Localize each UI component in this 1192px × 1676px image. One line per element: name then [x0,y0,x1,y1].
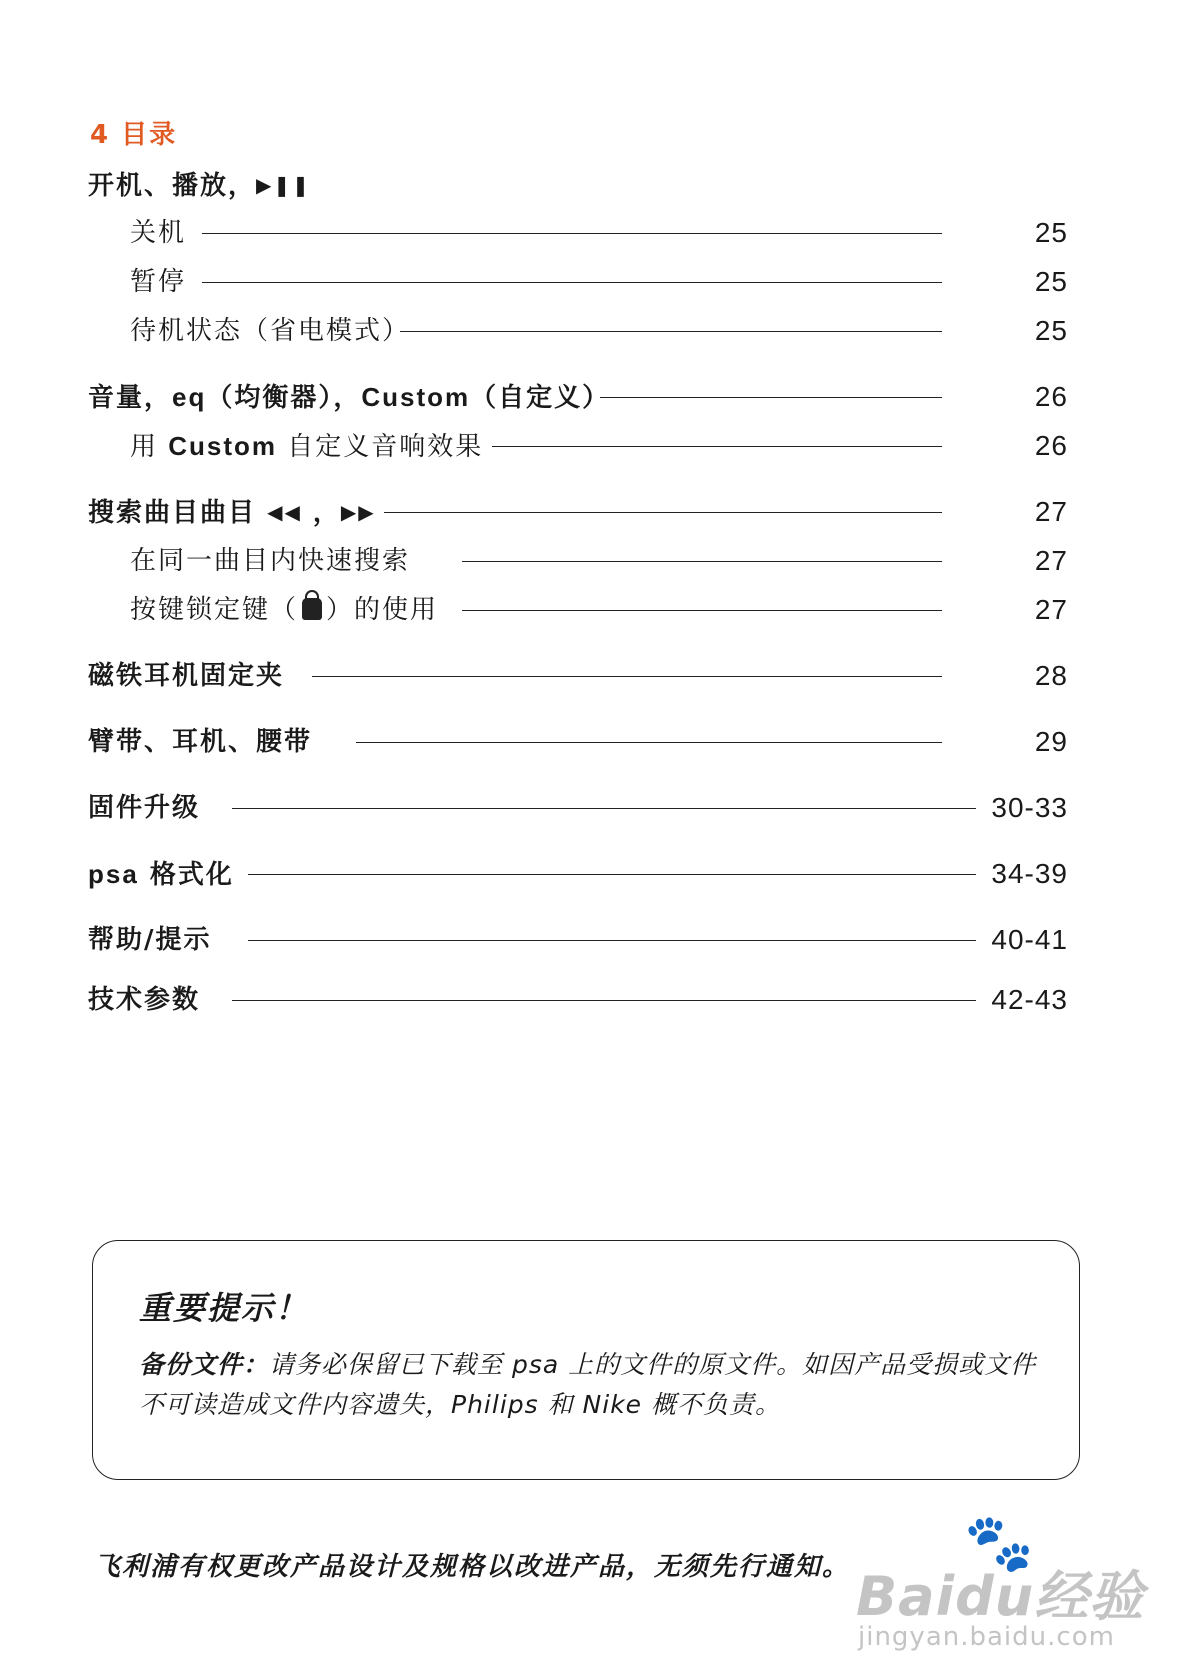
toc-leader-line [312,676,942,677]
toc-label: 音量，eq（均衡器），Custom（自定义） [88,382,611,413]
toc-leader-line [232,808,976,809]
toc-leader-line [384,512,942,513]
toc-page-number: 26 [1034,381,1068,412]
toc-leader-line [462,561,942,562]
toc-entry-standby[interactable] [0,311,1192,351]
rewind-icon: ◀◀ [267,500,302,524]
toc-leader-line [232,1000,976,1001]
toc-label: 待机状态（省电模式） [130,316,411,346]
toc-leader-line [202,233,942,234]
toc-page-number: 34-39 [991,858,1068,889]
baidu-watermark [856,1510,1176,1660]
toc-label: 技术参数 [88,985,201,1015]
toc-section-firmware[interactable] [0,788,1192,828]
footer-disclaimer: 飞利浦有权更改产品设计及规格以改进产品，无须先行通知。 [94,1552,851,1582]
toc-label: 开机、播放，▶❚❚ [88,171,311,201]
fast-forward-icon: ▶▶ [340,500,376,524]
notice-body [139,1345,1039,1425]
toc-leader-line [492,446,942,447]
toc-section-power-play [0,165,1192,205]
toc-label: 在同一曲目内快速搜索 [130,546,411,576]
important-notice-box [92,1240,1080,1480]
toc-page-number: 26 [1034,430,1068,461]
toc-section-help[interactable] [0,920,1192,960]
toc-section-magnet-clip[interactable] [0,656,1192,696]
toc-page-number: 25 [1034,315,1068,346]
toc-section-specs[interactable] [0,980,1192,1020]
toc-label: 关机 [130,218,187,248]
toc-leader-line [248,874,976,875]
notice-title: 重要提示！ [139,1289,310,1327]
toc-leader-line [462,610,942,611]
toc-section-volume-eq[interactable] [0,377,1192,417]
toc-page-number: 27 [1034,594,1068,625]
toc-leader-line [356,742,942,743]
toc-page-number: 29 [1034,726,1068,757]
toc-label: 固件升级 [88,793,201,823]
toc-label: 暂停 [130,267,187,297]
play-pause-icon: ▶❚❚ [256,173,311,197]
toc-entry-power-off[interactable] [0,213,1192,253]
toc-entry-custom-sound[interactable] [0,426,1192,466]
toc-leader-line [600,397,942,398]
lock-icon [302,598,322,620]
toc-entry-key-lock[interactable] [0,590,1192,630]
toc-leader-line [400,331,942,332]
toc-section-format[interactable] [0,854,1192,894]
toc-section-search[interactable] [0,492,1192,532]
toc-page-number: 27 [1034,496,1068,527]
toc-entry-pause[interactable] [0,262,1192,302]
watermark-logo: Baidu经验 [856,1565,1145,1628]
toc-label: 臂带、耳机、腰带 [88,727,313,757]
toc-label: 帮助/提示 [88,925,212,955]
paw-icon: 🐾 [964,1511,1034,1576]
notice-lead: 备份文件： [139,1350,270,1379]
toc-label: 按键锁定键（ ）的使用 [130,595,439,625]
toc-page-number: 25 [1034,217,1068,248]
toc-label: 搜索曲目曲目 ◀◀ ，▶▶ [88,498,376,528]
toc-page-number: 28 [1034,660,1068,691]
toc-page-number: 42-43 [991,984,1068,1015]
notice-text: 请务必保留已下载至 psa 上的文件的原文件。如因产品受损或文件不可读造成文件内容遗失，Philips 和 Nike 概不负责。 [139,1350,1037,1419]
toc-section-armband[interactable] [0,722,1192,762]
toc-page-number: 40-41 [991,924,1068,955]
toc-leader-line [202,282,942,283]
toc-label: 磁铁耳机固定夹 [88,661,285,691]
toc-page-number: 30-33 [991,792,1068,823]
toc-label: 用 Custom 自定义音响效果 [130,431,484,462]
toc-leader-line [248,940,976,941]
toc-label: psa 格式化 [88,859,234,890]
watermark-url: jingyan.baidu.com [858,1622,1115,1652]
toc-page-number: 25 [1034,266,1068,297]
toc-entry-fast-search[interactable] [0,541,1192,581]
page-heading: 4 目录 [90,120,178,150]
toc-page-number: 27 [1034,545,1068,576]
